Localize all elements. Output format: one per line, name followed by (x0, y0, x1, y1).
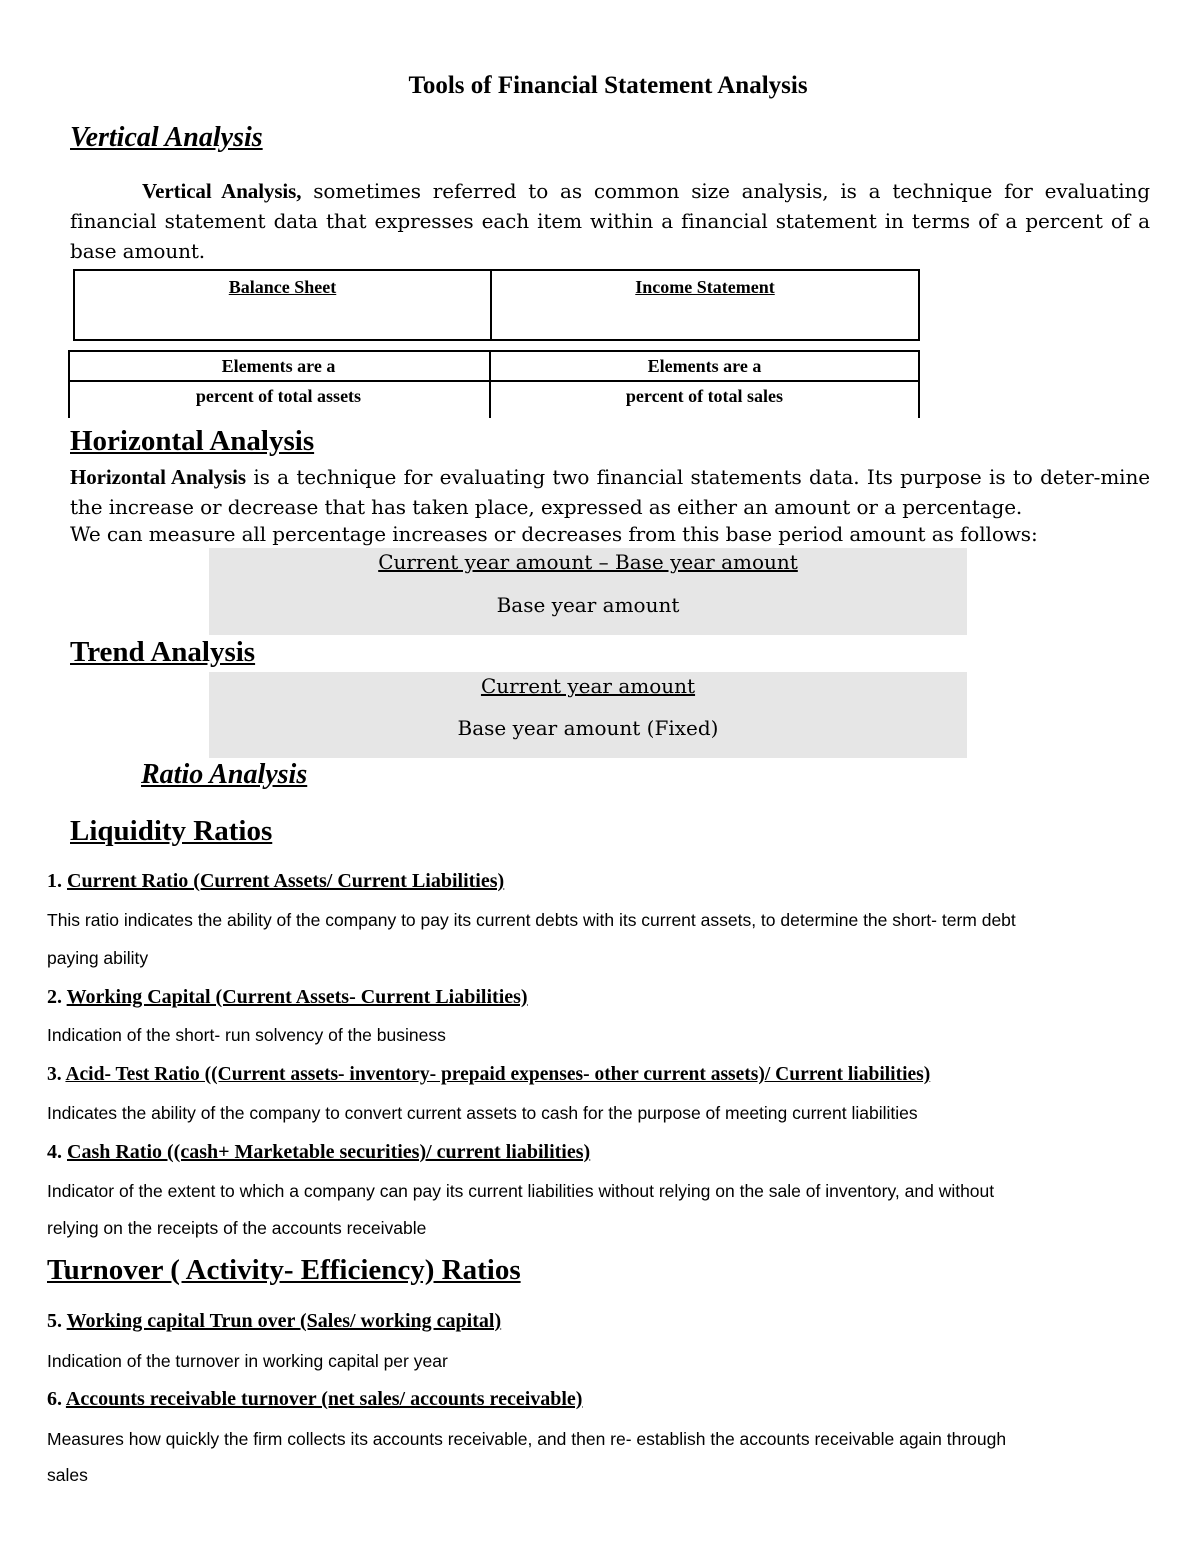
trend-analysis-heading: Trend Analysis (70, 636, 256, 668)
vertical-analysis-heading: Vertical Analysis (70, 122, 263, 153)
horizontal-analysis-note: We can measure all percentage increases or decreases from this base period amount as follows: (70, 522, 1038, 546)
ratio-item-title: Cash Ratio ((cash+ Marketable securities)/ current liabilities) (67, 1141, 591, 1163)
ratio-item-3-heading (47, 1064, 930, 1086)
ratio-item-number: 4. (47, 1141, 67, 1163)
assets-line1: Elements are a (221, 356, 336, 376)
ratio-item-6-heading (47, 1388, 582, 1411)
vertical-analysis-paragraph (70, 176, 1150, 266)
assets-line2: percent of total assets (195, 386, 362, 406)
vertical-analysis-text: sometimes referred to as common size analysis, is a technique for evaluating financial statement data that expresses each item within a financial statement in terms of a percent of a base amount. (70, 179, 1151, 263)
ratio-item-title: Acid- Test Ratio ((Current assets- inventory- prepaid expenses- other current assets)/ Current liabilities) (65, 1064, 931, 1085)
ratio-item-number: 6. (47, 1388, 66, 1410)
horizontal-formula-box (209, 548, 967, 635)
ratio-item-1-heading (47, 870, 504, 893)
ratio-item-4-desc-line2: relying on the receipts of the accounts receivable (47, 1218, 427, 1238)
ratio-item-6-desc-line1: Measures how quickly the firm collects its accounts receivable, and then re- establish the accounts receivable again through (47, 1429, 1007, 1449)
statement-header-table (73, 269, 920, 341)
income-statement-label: Income Statement (635, 277, 775, 297)
liquidity-ratios-heading: Liquidity Ratios (70, 815, 273, 847)
table-right-border (918, 350, 920, 418)
trend-formula-box (209, 672, 967, 758)
trend-formula-denominator: Base year amount (Fixed) (457, 716, 719, 740)
vertical-analysis-lead: Vertical Analysis, (142, 179, 302, 203)
horizontal-formula-denominator: Base year amount (496, 593, 680, 617)
ratio-item-6-desc-line2: sales (47, 1465, 88, 1485)
ratio-item-2-heading (47, 986, 528, 1009)
horizontal-analysis-text: is a technique for evaluating two financial statements data. Its purpose is to deter-mine the increase or decrease that has taken place, expressed as either an amount or a percentage. (70, 465, 1150, 519)
ratio-item-number: 3. (47, 1064, 66, 1085)
ratio-item-4-heading (47, 1141, 590, 1164)
page-title: Tools of Financial Statement Analysis (408, 72, 808, 99)
balance-sheet-label: Balance Sheet (228, 277, 337, 297)
ratio-item-1-desc-line2: paying ability (47, 948, 149, 968)
ratio-item-5-desc-line1: Indication of the turnover in working capital per year (47, 1351, 448, 1371)
horizontal-analysis-lead: Horizontal Analysis (70, 465, 246, 489)
horizontal-analysis-heading: Horizontal Analysis (70, 425, 315, 457)
trend-formula-numerator: Current year amount (480, 674, 696, 698)
ratio-item-title: Working Capital (Current Assets- Current Liabilities) (66, 986, 528, 1008)
sales-line1: Elements are a (647, 356, 762, 376)
ratio-analysis-heading: Ratio Analysis (141, 759, 308, 790)
elements-table (68, 350, 920, 418)
horizontal-formula-numerator: Current year amount – Base year amount (378, 550, 798, 574)
turnover-ratios-heading: Turnover ( Activity- Efficiency) Ratios (47, 1254, 521, 1286)
ratio-item-5-heading (47, 1310, 501, 1333)
table-top-border (68, 350, 920, 352)
ratio-item-title: Working capital Trun over (Sales/ working capital) (66, 1310, 502, 1332)
ratio-item-title: Current Ratio (Current Assets/ Current Liabilities) (67, 870, 505, 892)
ratio-item-title: Accounts receivable turnover (net sales/ accounts receivable) (65, 1388, 583, 1410)
ratio-item-1-desc-line1: This ratio indicates the ability of the company to pay its current debts with its current assets, to determine the short- term debt (47, 910, 1016, 930)
table-mid-border (68, 380, 920, 382)
ratio-item-number: 5. (47, 1310, 67, 1332)
ratio-item-4-desc-line1: Indicator of the extent to which a company can pay its current liabilities without relying on the sale of inventory, and without (47, 1181, 995, 1201)
ratio-item-number: 1. (47, 870, 67, 892)
sales-line2: percent of total sales (625, 386, 784, 406)
horizontal-analysis-paragraph (70, 462, 1150, 522)
ratio-item-2-desc-line1: Indication of the short- run solvency of the business (47, 1025, 446, 1045)
ratio-item-3-desc-line1: Indicates the ability of the company to convert current assets to cash for the purpose of meeting current liabilities (47, 1103, 918, 1123)
ratio-item-number: 2. (47, 986, 67, 1008)
